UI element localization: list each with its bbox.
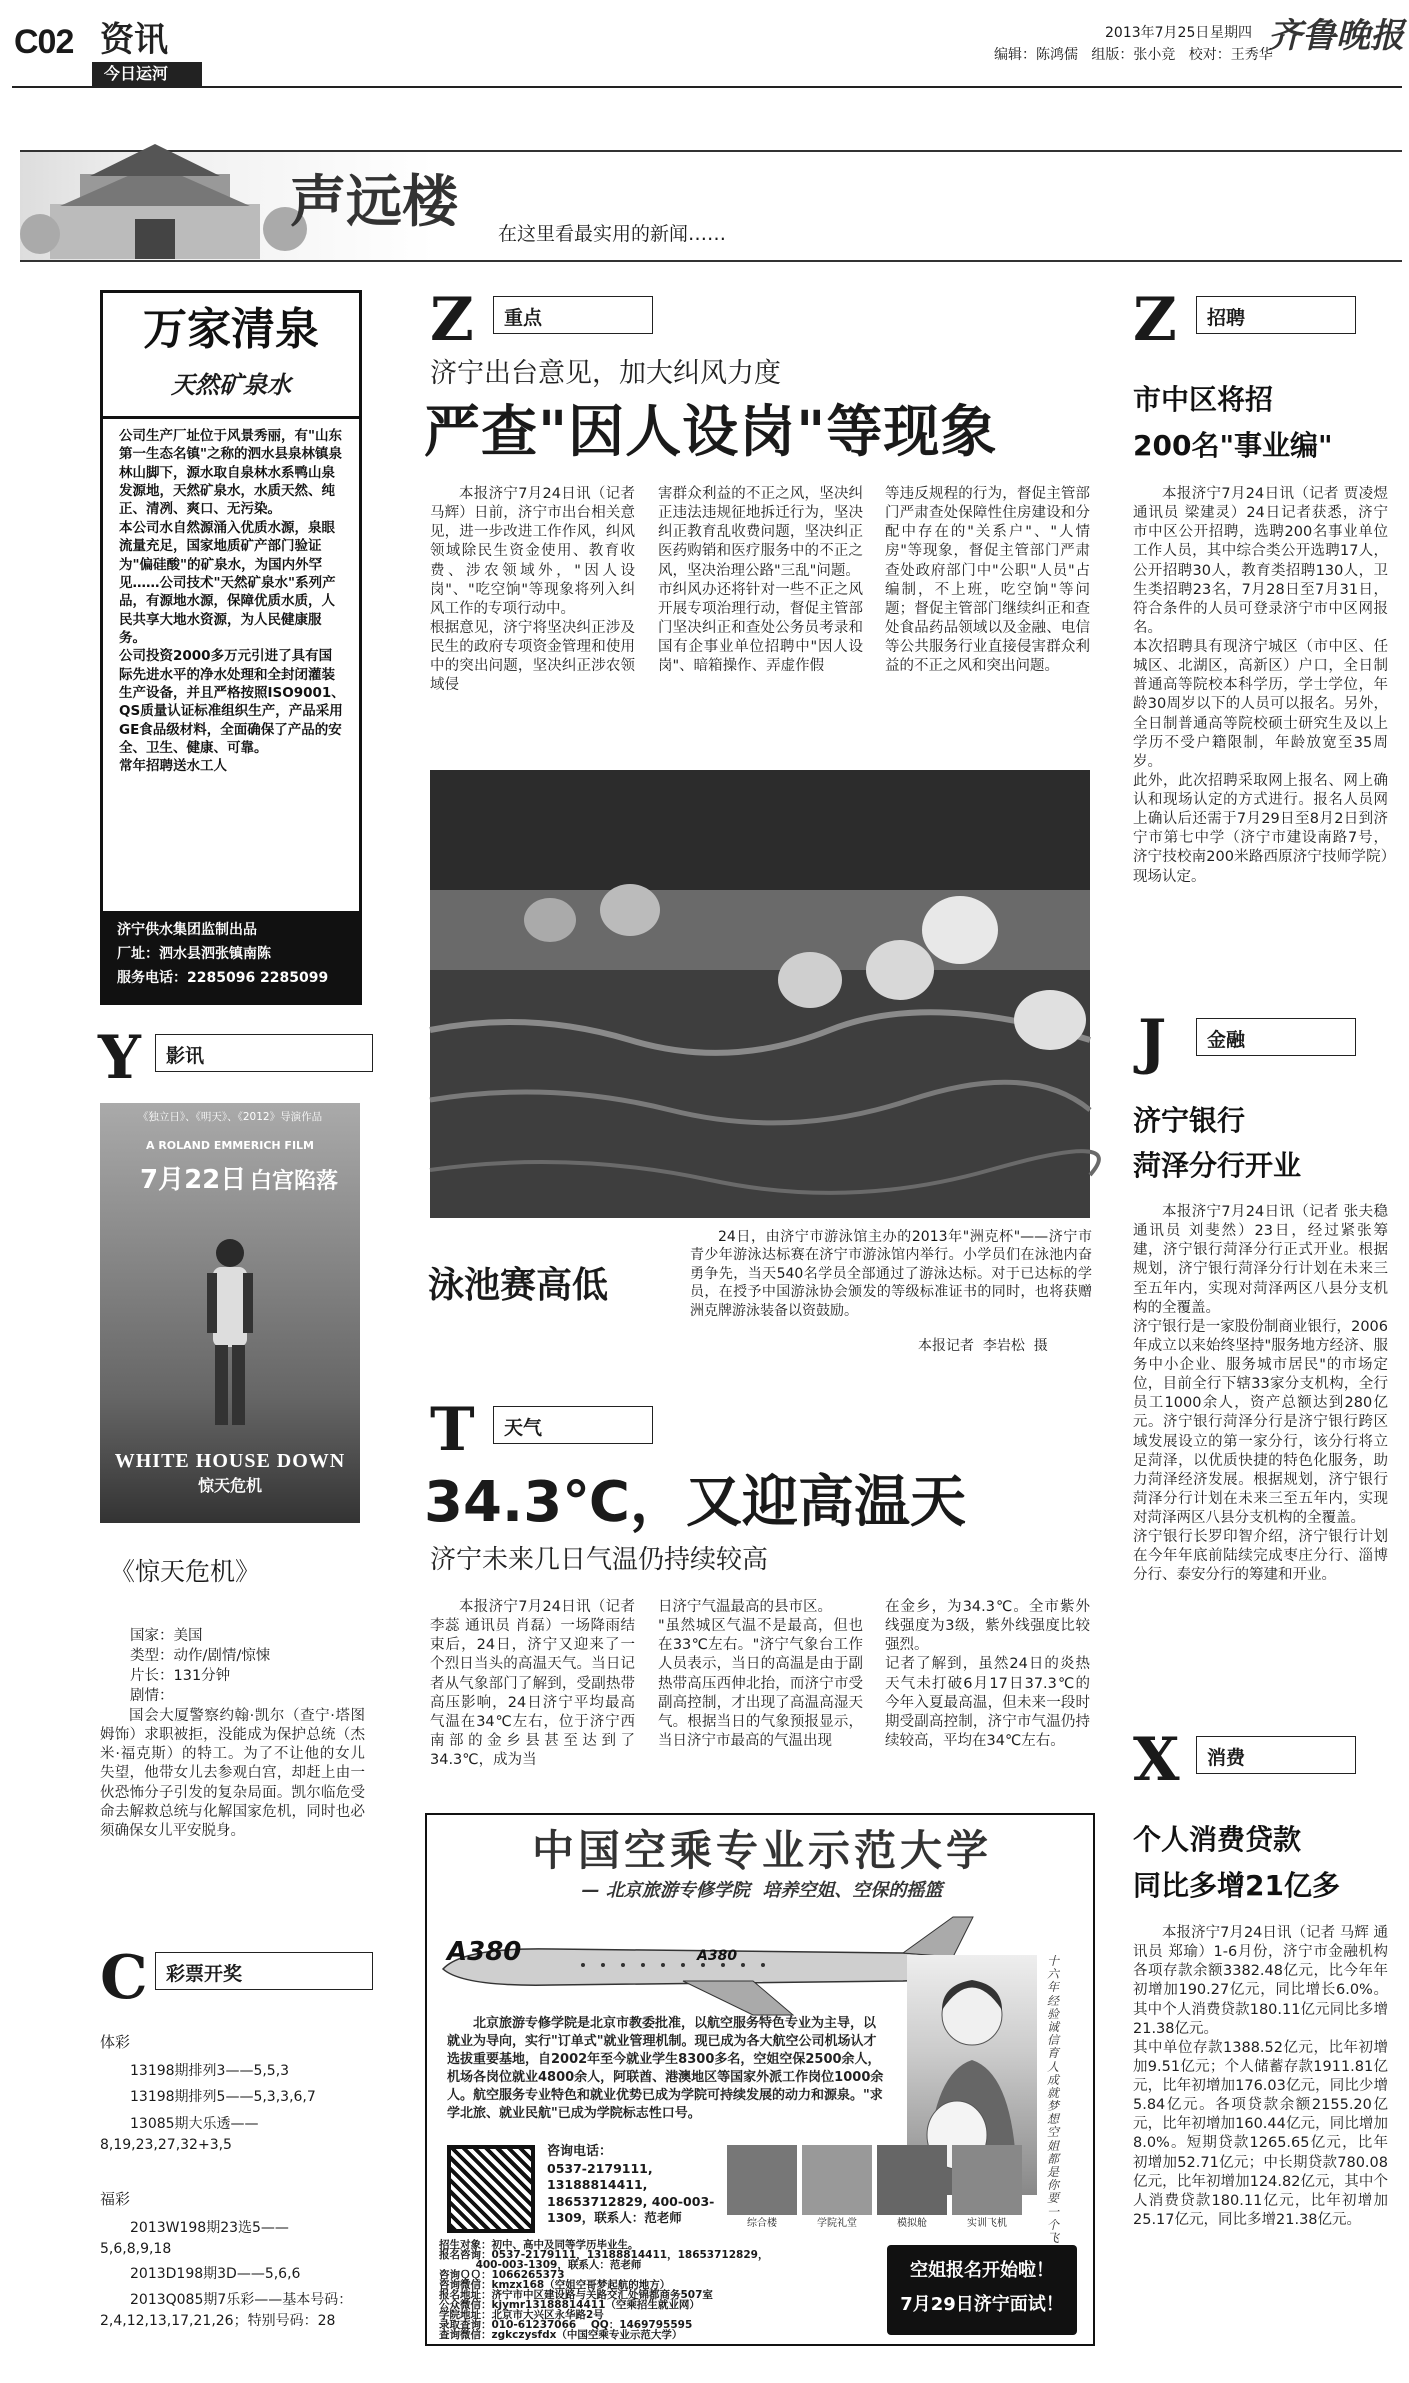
issue-weekday: 星期四 bbox=[1210, 25, 1252, 41]
finance-body: 本报济宁7月24日讯（记者 张夫稳 通讯员 刘斐然）23日，经过紧张筹建，济宁银行菏泽分行正式开业。根据规划，济宁银行菏泽分行计划在未来三至五年内，实现对菏泽两区八县分支机构的全覆盖。 济宁银行是一家股份制商业银行，2006年成立以来始终坚持"服务地方经济、服务中小企业、服务城市居民"的市场定位，目前全行下辖33家分支机构，全行员工1000余人，资产总额达到280亿元。济宁银行菏泽分行是济宁银行跨区域发展设立的第一家分行，该分行将立足菏泽，以优质快捷的特色化服务，助力菏泽经济发展。根据规划，济宁银行菏泽分行计划在未来三至五年内，实现对菏泽两区八县分支机构的全覆盖。 济宁银行长罗印智介绍，济宁银行计划在今年年底前陆续完成枣庄分行、淄博分行、泰安分行的筹建和开业。 bbox=[1133, 1204, 1388, 1584]
poster-date: 7月22日 bbox=[140, 1165, 247, 1195]
airplane-label-tail: A380 bbox=[697, 1948, 738, 1964]
info-line-7: 公众微信：kjymr13188814411（空乘招生就业网） bbox=[439, 2299, 700, 2311]
poster-title-en: WHITE HOUSE DOWN bbox=[114, 1450, 346, 1472]
weather-section-letter: T bbox=[430, 1395, 475, 1465]
poster-figure bbox=[185, 1233, 275, 1433]
swim-caption: 24日，由济宁市游泳馆主办的2013年"洲克杯"——济宁市青少年游泳达标赛在济宁市游泳馆内举行。小学员们在泳池内奋勇争先，当天540名学员全部通过了游泳达标。对于已达标的学员，在授予中国游泳协会颁发的等级标准证书的同时，也将获赠洲克牌游泳装备以资鼓励。 bbox=[690, 1229, 1092, 1319]
airplane-label: A380 bbox=[447, 1937, 522, 1967]
recruit-headline-2: 200名"事业编" bbox=[1133, 429, 1333, 462]
lottery-section-tag: 彩票开奖 bbox=[155, 1952, 373, 1990]
finance-section-tag: 金融 bbox=[1196, 1018, 1356, 1056]
banner-title: 声远楼 bbox=[290, 169, 458, 235]
aviation-vertical-text: 十六年经验 诚信育人 成就梦想 空姐都是 你要 一个 飞 bbox=[1047, 1954, 1067, 2245]
recruit-section-tag: 招聘 bbox=[1196, 296, 1356, 334]
banner bbox=[20, 150, 1402, 262]
info-line-2: 报名咨询：0537-2179111，13188814411，18653712829， bbox=[439, 2249, 769, 2261]
poster-title-cn: 惊天危机 bbox=[197, 1476, 262, 1495]
swim-photo bbox=[430, 770, 1090, 1218]
info-line-10: 查询微信：zgkczysfdx（中国空乘专业示范大学） bbox=[439, 2329, 683, 2341]
recruit-body: 本报济宁7月24日讯（记者 贾凌煜 通讯员 梁建灵）24日记者获悉，济宁市中区公开招聘，选聘200名事业单位工作人员，其中综合类公开选聘17人，公开招聘30人，教育类招聘130人，卫生类招聘23名，7月28日至7月31日，符合条件的人员可登录济宁市中区网报名。 本次招聘具有现济宁城区（市中区、任城区、北湖区，高新区）户口，全日制普通高等院校本科学历，学士学位，年龄30周岁以下的人员可以报名。另外，全日制普通高等院校硕士研究生及以上学历不受户籍限制，年龄放宽至35周岁。 此外，此次招聘采取网上报名、网上确认和现场认定的方式进行。报名人员网上确认后还需于7月29日至8月2日到济宁市第七中学（济宁市建设南路7号，济宁技校南200米路西原济宁技师学院）现场认定。 bbox=[1133, 486, 1388, 885]
consume-section-letter: X bbox=[1133, 1725, 1180, 1795]
finance-section-letter: J bbox=[1138, 1007, 1167, 1077]
aviation-consult-phones: 0537-2179111, 13188814411, 18653712829, 400-003-1309，联系人：范老师 bbox=[547, 2161, 715, 2225]
movie-title: 《惊天危机》 bbox=[110, 1557, 261, 1586]
campus-label-3: 模拟舱 bbox=[897, 2218, 927, 2229]
main-section-letter: Z bbox=[430, 285, 474, 355]
lottery-sports-label: 体彩 bbox=[100, 2033, 131, 2051]
water-ad-phone: 服务电话：2285096 2285099 bbox=[117, 970, 329, 986]
aviation-cta-1: 空姐报名开始啦！ bbox=[910, 2260, 1054, 2281]
tower-illustration bbox=[20, 144, 320, 264]
banner-slogan: 在这里看最实用的新闻…… bbox=[498, 223, 727, 245]
main-headline: 严查"因人设岗"等现象 bbox=[424, 400, 998, 465]
info-line-4: 咨询ＱＱ：1066265373 bbox=[439, 2269, 565, 2281]
campus-label-2: 学院礼堂 bbox=[817, 2218, 857, 2229]
swim-credit: 本报记者 李岩松 摄 bbox=[918, 1338, 1048, 1354]
campus-photo-1 bbox=[727, 2145, 797, 2215]
info-line-5: 咨询微信：kmzx168（空姐空哥梦起航的地方） bbox=[439, 2279, 671, 2291]
weather-col-1: 本报济宁7月24日讯（记者 李蕊 通讯员 肖磊）一场降雨结束后，24日，济宁又迎来了一个烈日当头的高温天气。当日记者从气象部门了解到，受副热带高压影响，24日济宁平均最高气温在34℃左右，位于济宁西南部的金乡县甚至达到了34.3℃，成为当 bbox=[430, 1599, 640, 1768]
header-rule bbox=[12, 86, 1402, 88]
lottery-welfare-2: 2013D198期3D——5,6,6 bbox=[130, 2266, 301, 2282]
weather-subhead: 济宁未来几日气温仍持续较高 bbox=[430, 1545, 769, 1575]
info-line-3: 400-003-1309，联系人：范老师 bbox=[439, 2259, 642, 2271]
info-line-6: 报名地址：济宁市中区建设路与关路交汇处锦都商务507室 bbox=[439, 2289, 713, 2301]
water-ad-brand: 万家清泉 bbox=[143, 304, 319, 355]
qr-code[interactable] bbox=[447, 2145, 535, 2233]
consume-section-tag: 消费 bbox=[1196, 1736, 1356, 1774]
recruit-section-letter: Z bbox=[1133, 285, 1177, 355]
lottery-welfare-1: 2013W198期23选5——5,6,8,9,18 bbox=[100, 2220, 289, 2257]
campus-photo-4 bbox=[952, 2145, 1022, 2215]
aviation-ad-slogan: — 北京旅游专修学院 培养空姐、空保的摇篮 bbox=[581, 1880, 943, 1901]
newspaper-logo: 齐鲁晚报 bbox=[1268, 16, 1404, 56]
aviation-consult-label: 咨询电话： bbox=[547, 2144, 613, 2159]
movie-poster bbox=[100, 1103, 360, 1523]
water-ad bbox=[100, 290, 362, 1005]
poster-date-subtitle: 白宫陷落 bbox=[250, 1169, 339, 1194]
lottery-section-letter: C bbox=[100, 1943, 148, 2013]
swim-title: 泳池赛高低 bbox=[428, 1265, 609, 1306]
lottery-welfare-3: 2013Q085期7乐彩——基本号码：2,4,12,13,17,21,26；特别号码：28 bbox=[100, 2292, 353, 2329]
info-line-8: 学院地址：北京市大兴区永华路2号 bbox=[439, 2309, 604, 2321]
finance-headline-2: 菏泽分行开业 bbox=[1133, 1149, 1302, 1182]
aviation-ad-body: 北京旅游专修学院是北京市教委批准，以航空服务特色专业为主导，以就业为导向，实行"订单式"就业管理机制。现已成为各大航空公司机场认才选拔重要基地，自2002年至今就业学生8300多名，空姐空保2500余人，机场各岗位就业4800余人，阿联酋、港澳地区等国家外派工作岗位1000余人。航空服务专业特色和就业优势已成为学院可持续发展的动力和源泉。"求学北旅、就业民航"已成为学院标志性口号。 bbox=[447, 2016, 884, 2121]
main-subhead: 济宁出台意见，加大纠风力度 bbox=[430, 358, 781, 389]
staff-credits: 编辑：陈鸿儒 组版：张小竞 校对：王秀华 bbox=[994, 47, 1273, 63]
section-name: 资讯 bbox=[100, 20, 168, 60]
lottery-sports-2: 13198期排列5——5,3,3,6,7 bbox=[130, 2089, 316, 2105]
campus-photos bbox=[727, 2145, 1027, 2230]
page-header bbox=[0, 0, 1409, 88]
consume-headline-1: 个人消费贷款 bbox=[1133, 1823, 1302, 1856]
poster-director: A ROLAND EMMERICH FILM bbox=[145, 1139, 314, 1152]
water-ad-rule bbox=[103, 416, 359, 419]
aviation-info-block bbox=[439, 2239, 879, 2343]
swim-photo-scene bbox=[430, 770, 1090, 1218]
recruit-headline-1: 市中区将招 bbox=[1133, 383, 1274, 416]
weather-col-3: 在金乡，为34.3℃。全市紫外线强度为3级，紫外线强度比较强烈。 记者了解到，虽然24日的炎热天气未打破6月17日37.3℃的今年入夏最高温，但未来一段时期受副高控制，济宁市气温仍持续较高，平均在34℃左右。 bbox=[885, 1599, 1090, 1749]
finance-headline-1: 济宁银行 bbox=[1133, 1104, 1246, 1137]
main-section-tag: 重点 bbox=[493, 296, 653, 334]
main-col-3: 等违反规程的行为，督促主管部门严肃查处保障性住房建设和分配中存在的"关系户"、"人情房"等现象，督促主管部门严肃查处政府部门中"公职"人员"占编制，不上班，吃空饷"等问题；督促主管部门继续纠正和查处食品药品领域以及金融、电信等公共服务行业直接侵害群众利益的不正之风和突出问题。 bbox=[885, 486, 1090, 675]
lottery-sports-3: 13085期大乐透——8,19,23,27,32+3,5 bbox=[100, 2116, 259, 2153]
info-line-9: 录取查询：010-61237066 QQ：1469795595 bbox=[439, 2319, 693, 2331]
aviation-cta-2: 7月29日济宁面试！ bbox=[900, 2294, 1064, 2315]
consume-headline-2: 同比多增21亿多 bbox=[1133, 1869, 1340, 1902]
issue-date: 2013年7月25日 bbox=[1105, 25, 1210, 41]
movie-genre: 类型：动作/剧情/惊悚 bbox=[130, 1648, 271, 1664]
campus-photo-2 bbox=[802, 2145, 872, 2215]
main-col-1: 本报济宁7月24日讯（记者 马辉）日前，济宁市出台相关意见，进一步改进工作作风，纠风领域除民生资金使用、教育收费、涉农领域外，"因人设岗"、"吃空饷"等现象将列入纠风工作的专项行动中。 根据意见，济宁将坚决纠正涉及民生的政府专项资金管理和使用中的突出问题，坚决纠正涉农领域侵 bbox=[430, 486, 635, 694]
movie-length: 片长：131分钟 bbox=[130, 1668, 231, 1684]
page-number: C02 bbox=[14, 23, 74, 61]
weather-col-2: 日济宁气温最高的县市区。 "虽然城区气温不是最高，但也在33℃左右。"济宁气象台工作人员表示，当日的高温是由于副热带高压西伸北抬，而济宁市受副高控制，才出现了高温高湿天气。根据当日的气象预报显示，当日济宁市最高的气温出现 bbox=[658, 1599, 863, 1749]
main-col-2: 害群众利益的不正之风，坚决纠正违法违规征地拆迁行为，坚决纠正教育乱收费问题，坚决纠正医药购销和医疗服务中的不正之风，坚决治理公路"三乱"问题。 市纠风办还将针对一些不正之风开展专项治理行动，督促主管部门坚决纠正和查处公务员考录和国有企事业单位招聘中"因人设岗"、暗箱操作、弄虚作假 bbox=[658, 486, 863, 675]
aviation-ad-title: 中国空乘专业示范大学 bbox=[531, 1826, 992, 1875]
poster-top-line: 《独立日》、《明天》、《2012》导演作品 bbox=[137, 1111, 323, 1123]
lottery-welfare-label: 福彩 bbox=[100, 2190, 131, 2208]
movie-plot-label: 剧情： bbox=[130, 1688, 174, 1704]
movie-country: 国家：美国 bbox=[130, 1628, 203, 1644]
campus-label-4: 实训飞机 bbox=[967, 2218, 1007, 2229]
water-ad-body: 公司生产厂址位于风景秀丽，有"山东第一生态名镇"之称的泗水县泉林镇泉林山脚下，源水取自泉林水系鸭山泉发源地，天然矿泉水，水质天然、纯正、清冽、爽口、无污染。 本公司水自然源涌入优质水源，泉眼流量充足，国家地质矿产部门验证为"偏硅酸"的矿泉水，为国内外罕见……公司技术"天然矿泉水"系列产品，有源地水源，保障优质水质，人民共享大地水资源，为人民健康服务。 公司投资2000多万元引进了具有国际先进水平的净水处理和全封闭灌装生产设备，并且严格按照ISO9001、QS质量认证标准组织生产，产品采用GE食品级材料，全面确保了产品的安全、卫生、健康、可靠。 常年招聘送水工人 bbox=[119, 428, 345, 775]
water-ad-address: 厂址：泗水县泗张镇南陈 bbox=[117, 946, 271, 962]
info-line-1: 招生对象：初中、高中及同等学历毕业生。 bbox=[439, 2239, 639, 2251]
campus-photo-3 bbox=[877, 2145, 947, 2215]
movie-section-letter: Y bbox=[98, 1023, 141, 1093]
aviation-ad bbox=[425, 1813, 1095, 2346]
aviation-cta-box[interactable] bbox=[887, 2245, 1077, 2335]
weather-headline: 34.3℃，又迎高温天 bbox=[424, 1470, 966, 1535]
movie-section-tag: 影讯 bbox=[155, 1034, 373, 1072]
water-ad-company: 济宁供水集团监制出品 bbox=[117, 922, 257, 938]
water-ad-tagline: 天然矿泉水 bbox=[171, 370, 291, 399]
lottery-sports-1: 13198期排列3——5,5,3 bbox=[130, 2063, 290, 2079]
weather-section-tag: 天气 bbox=[493, 1406, 653, 1444]
movie-plot: 国会大厦警察约翰·凯尔（查宁·塔图姆饰）求职被拒，没能成为保护总统（杰米·福克斯）的特工。为了不让他的女儿失望，他带女儿去参观白宫，却赶上由一伙恐怖分子引发的复杂局面。凯尔临危受命去解救总统与化解国家危机，同时也必须确保女儿平安脱身。 bbox=[100, 1708, 365, 1839]
consume-body: 本报济宁7月24日讯（记者 马辉 通讯员 郑瑜）1-6月份，济宁市金融机构各项存款余额3382.48亿元，比今年年初增加190.27亿元，同比增长6.0%。其中个人消费贷款180.11亿元同比多增21.38亿元。 其中单位存款1388.52亿元，比年初增加9.51亿元；个人储蓄存款1911.81亿元，比年初增加176.03亿元，同比少增5.84亿元。各项贷款余额2155.20亿元，比年初增加160.44亿元，同比增加8.0%。短期贷款1265.65亿元，比年初增加52.71亿元；中长期贷款780.08亿元，比年初增加124.82亿元，其中个人消费贷款180.11亿元，比年初增加25.17亿元，同比多增21.38亿元。 bbox=[1133, 1925, 1388, 2228]
campus-label-1: 综合楼 bbox=[747, 2218, 777, 2229]
subsection-name: 今日运河 bbox=[104, 64, 169, 83]
